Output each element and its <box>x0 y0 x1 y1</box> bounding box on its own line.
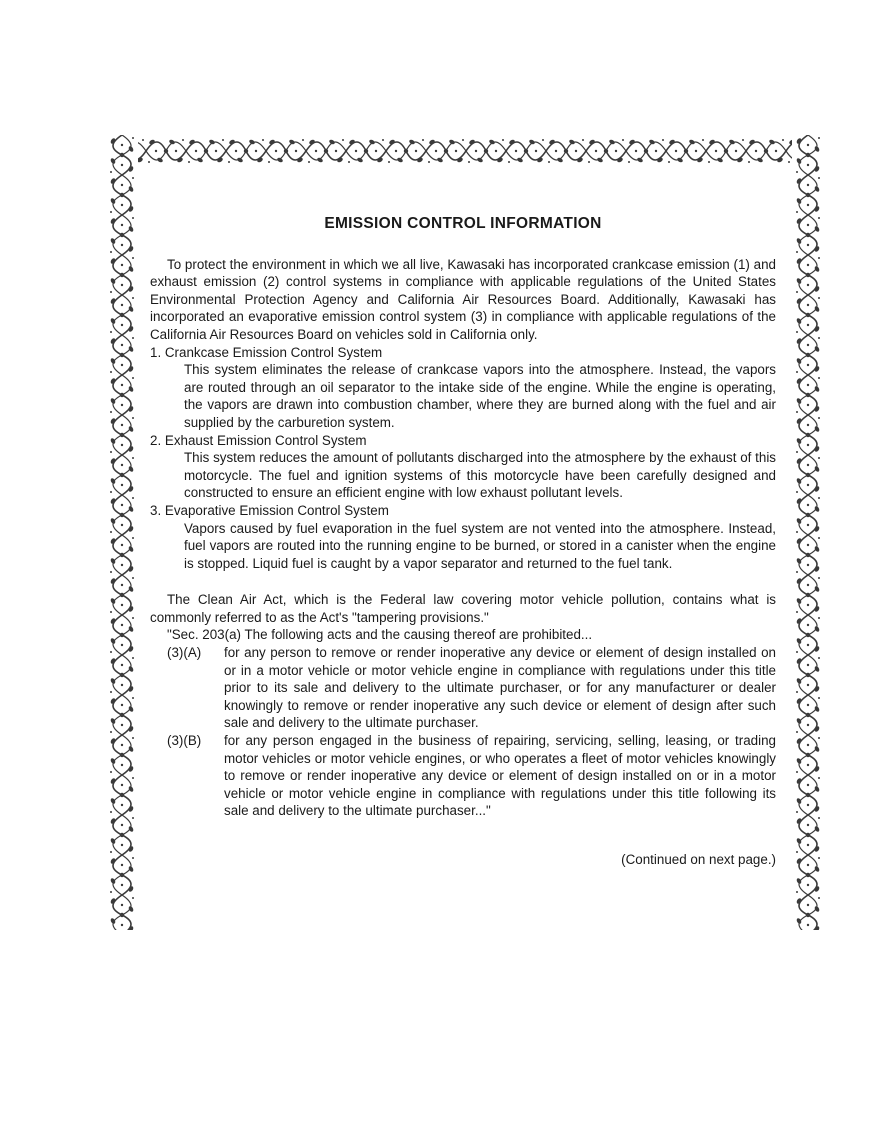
intro-paragraph: To protect the environment in which we all live, Kawasaki has incorporated crankcase emission (1) and exhaust emission (2) control systems in compliance with applicable regulations of the United States Environmental Protection Agency and California Air Resources Board. Additionally, Kawasaki has incorporated an evaporative emission control system (3) in compliance with applicable regulations of the California Air Resources Board on vehicles sold in California only. <box>150 256 776 342</box>
provision-text: for any person engaged in the business of repairing, servicing, selling, leasing, or trading motor vehicles or motor vehicle engines, or who operates a fleet of motor vehicles knowingly to remove or render inoperative any device or element of design installed on or in a motor vehicle or motor vehicle engine in compliance with regulations under this title following its sale and delivery to the ultimate purchaser..." <box>224 733 776 819</box>
item-heading: 2. Exhaust Emission Control System <box>150 432 367 448</box>
page-title: EMISSION CONTROL INFORMATION <box>324 215 602 232</box>
continued-note: (Continued on next page.) <box>621 852 776 867</box>
provision-label: (3)(B) <box>167 733 202 749</box>
floral-border-top <box>106 135 824 167</box>
provision-3b <box>167 732 776 820</box>
item-body: This system reduces the amount of pollutants discharged into the atmosphere by the exhaust of this motorcycle. The fuel and ignition systems of this motorcycle have been carefully designed and constructed to ensure an efficient engine with low exhaust pollutant levels. <box>184 450 776 501</box>
provision-3a <box>167 644 776 732</box>
document-body <box>150 215 776 869</box>
floral-border-left <box>106 135 138 930</box>
paragraph-spacer <box>150 572 776 591</box>
provision-text: for any person to remove or render inoperative any device or element of design installed on or in a motor vehicle or motor vehicle engine in compliance with regulations under this title prior to its sale and delivery to the ultimate purchaser, or for any manufacturer or dealer knowingly to remove or render inoperative any such device or element of design after such sale and delivery to the ultimate purchaser. <box>224 645 776 731</box>
emission-system-1 <box>150 344 776 432</box>
emission-system-2 <box>150 432 776 502</box>
section-203a-heading: "Sec. 203(a) The following acts and the causing thereof are prohibited... <box>167 627 593 643</box>
floral-border-right <box>792 135 824 930</box>
item-heading: 3. Evaporative Emission Control System <box>150 502 389 518</box>
emission-system-3 <box>150 502 776 572</box>
item-body: Vapors caused by fuel evaporation in the fuel system are not vented into the atmosphere. Instead, fuel vapors are routed into the running engine to be burned, or stored in a canister when the engine is stopped. Liquid fuel is caught by a vapor separator and returned to the fuel tank. <box>184 520 776 571</box>
item-body: This system eliminates the release of crankcase vapors into the atmosphere. Instead, the vapors are routed through an oil separator to the intake side of the engine. While the engine is operating, the vapors are drawn into combustion chamber, where they are burned along with the fuel and air supplied by the carburetion system. <box>184 362 776 430</box>
provision-label: (3)(A) <box>167 645 202 661</box>
item-heading: 1. Crankcase Emission Control System <box>150 344 383 360</box>
clean-air-act-paragraph: The Clean Air Act, which is the Federal law covering motor vehicle pollution, contains what is commonly referred to as the Act's "tampering provisions." <box>150 592 776 625</box>
